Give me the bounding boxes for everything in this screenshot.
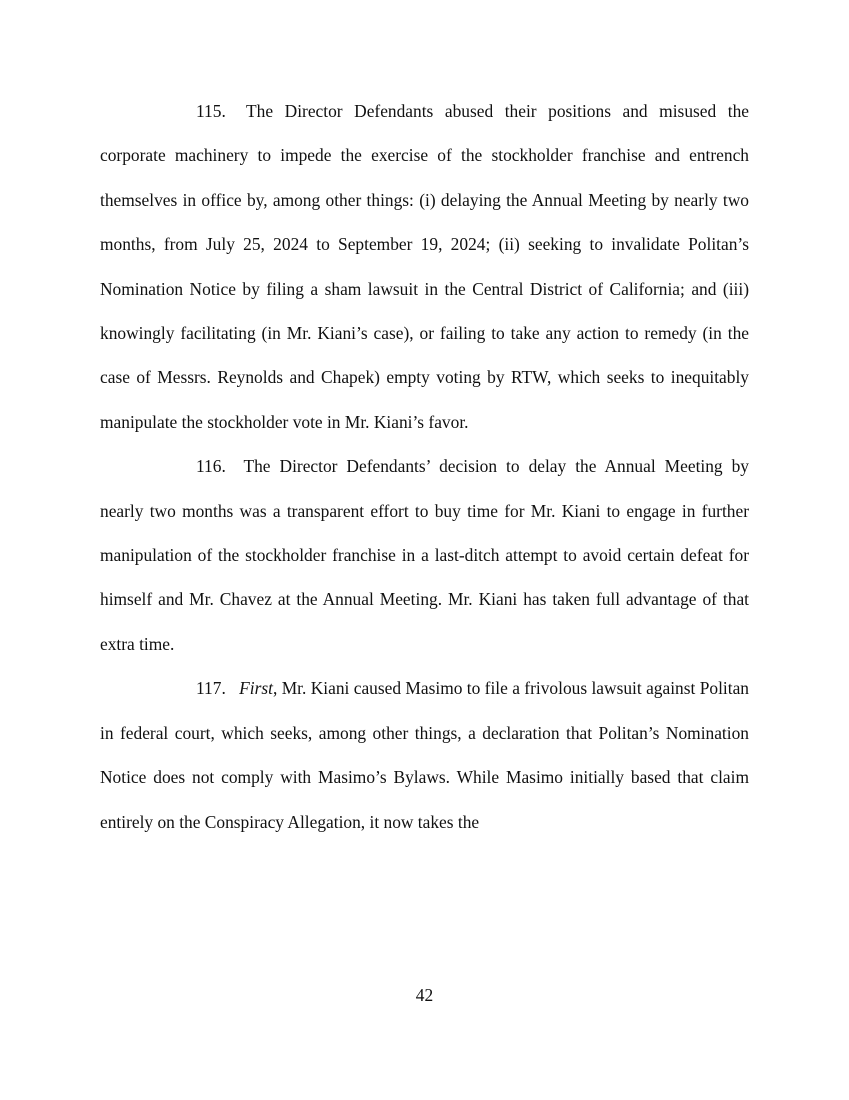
paragraph-number: 117.: [196, 678, 226, 699]
paragraph-text: The Director Defendants’ decision to delay the Annual Meeting by nearly two months was a transparent effort to buy time for Mr. Kiani to engage in further manipulation of the stockholder franchise in a last-ditch attempt to avoid certain defeat for himself and Mr. Chavez at the Annual Meeting. Mr. Kiani has taken full advantage of that extra time.: [100, 456, 749, 654]
paragraph-number: 116.: [196, 456, 226, 477]
paragraph-text: The Director Defendants abused their positions and misused the corporate machinery to impede the exercise of the stockholder franchise and entrench themselves in office by, among other things: (i) delaying the Annual Meeting by nearly two months, from July 25, 2024 to September 19, 2024; (ii) seeking to invalidate Politan’s Nomination Notice by filing a sham lawsuit in the Central District of California; and (iii) knowingly facilitating (in Mr. Kiani’s case), or failing to take any action to remedy (in the case of Messrs. Reynolds and Chapek) empty voting by RTW, which seeks to inequitably manipulate the stockholder vote in Mr. Kiani’s favor.: [100, 101, 749, 432]
paragraph-number: 115.: [196, 101, 226, 121]
paragraph-text: , Mr. Kiani caused Masimo to file a frivolous lawsuit against Politan in federal court, which seeks, among other things, a declaration that Politan’s Nomination Notice does not comply with Masimo’s Bylaws. While Masimo initially based that claim entirely on the Conspiracy Allegation, it now takes the: [100, 678, 749, 832]
paragraph-italic-lead: First: [239, 678, 273, 699]
paragraph-115: [100, 89, 749, 444]
document-body: [100, 89, 749, 844]
paragraph-116: [100, 444, 749, 666]
paragraph-117: [100, 666, 749, 844]
page-number: 42: [415, 985, 434, 1005]
